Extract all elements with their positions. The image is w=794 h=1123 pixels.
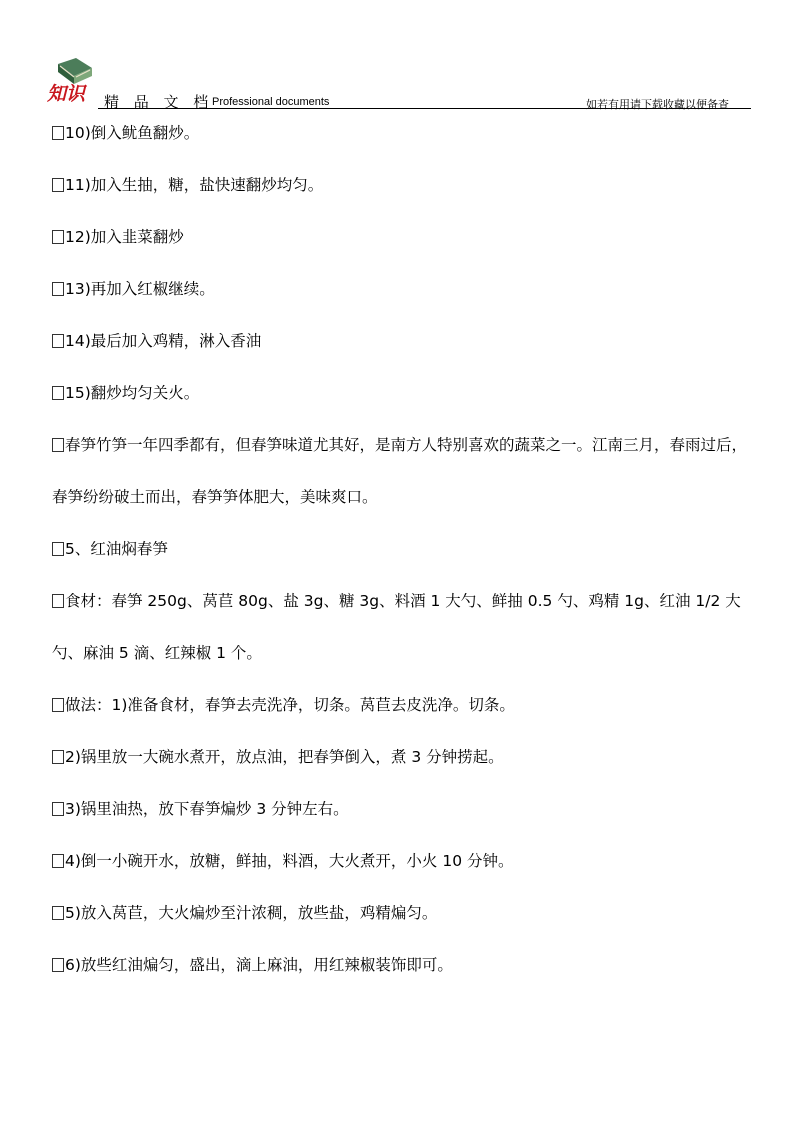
document-body	[52, 120, 762, 1004]
checkbox-glyph-icon	[52, 906, 64, 920]
checkbox-glyph-icon	[52, 802, 64, 816]
checkbox-glyph-icon	[52, 282, 64, 296]
paragraph	[52, 328, 762, 354]
header-note: 如若有用请下载收藏以便备查	[586, 98, 729, 111]
checkbox-glyph-icon	[52, 438, 64, 452]
paragraph-text: 11)加入生抽，糖，盐快速翻炒均匀。	[65, 176, 324, 194]
checkbox-glyph-icon	[52, 386, 64, 400]
paragraph	[52, 172, 762, 198]
paragraph-text: 做法：1)准备食材，春笋去壳洗净，切条。莴苣去皮洗净。切条。	[65, 696, 515, 714]
checkbox-glyph-icon	[52, 542, 64, 556]
page-header	[0, 0, 794, 112]
paragraph-text: 13)再加入红椒继续。	[65, 280, 215, 298]
paragraph	[52, 575, 762, 679]
paragraph-text: 4)倒一小碗开水，放糖，鲜抽，料酒，大火煮开，小火 10 分钟。	[65, 852, 514, 870]
paragraph	[52, 120, 762, 146]
paragraph-text: 15)翻炒均匀关火。	[65, 384, 200, 402]
paragraph	[52, 900, 762, 926]
paragraph	[52, 848, 762, 874]
paragraph	[52, 692, 762, 718]
book-logo-icon	[46, 54, 98, 106]
paragraph	[52, 744, 762, 770]
header-divider	[98, 108, 751, 109]
checkbox-glyph-icon	[52, 230, 64, 244]
paragraph-text: 6)放些红油煸匀，盛出，滴上麻油，用红辣椒装饰即可。	[65, 956, 453, 974]
section-heading	[52, 536, 762, 562]
paragraph-text: 食材：春笋 250g、莴苣 80g、盐 3g、糖 3g、料酒 1 大勺、鲜抽 0.5 勺、鸡精 1g、红油 1/2 大勺、麻油 5 滴、红辣椒 1 个。	[52, 592, 741, 662]
header-title: 精 品 文 档	[104, 93, 214, 111]
checkbox-glyph-icon	[52, 334, 64, 348]
checkbox-glyph-icon	[52, 178, 64, 192]
paragraph-text: 春笋竹笋一年四季都有，但春笋味道尤其好，是南方人特别喜欢的蔬菜之一。江南三月，春雨过后，春笋纷纷破土而出，春笋笋体肥大，美味爽口。	[52, 436, 748, 506]
paragraph-text: 14)最后加入鸡精，淋入香油	[65, 332, 262, 350]
paragraph	[52, 276, 762, 302]
paragraph-text: 3)锅里油热，放下春笋煸炒 3 分钟左右。	[65, 800, 349, 818]
header-subtitle: Professional documents	[212, 96, 330, 108]
paragraph-text: 10)倒入鱿鱼翻炒。	[65, 124, 200, 142]
checkbox-glyph-icon	[52, 698, 64, 712]
paragraph-text: 2)锅里放一大碗水煮开，放点油，把春笋倒入，煮 3 分钟捞起。	[65, 748, 504, 766]
paragraph	[52, 419, 762, 523]
checkbox-glyph-icon	[52, 594, 64, 608]
paragraph	[52, 224, 762, 250]
checkbox-glyph-icon	[52, 854, 64, 868]
paragraph-text: 12)加入韭菜翻炒	[65, 228, 184, 246]
paragraph	[52, 380, 762, 406]
paragraph-text: 5、红油焖春笋	[65, 540, 168, 558]
checkbox-glyph-icon	[52, 126, 64, 140]
paragraph	[52, 952, 762, 978]
logo-text: 知识	[47, 83, 86, 105]
checkbox-glyph-icon	[52, 750, 64, 764]
checkbox-glyph-icon	[52, 958, 64, 972]
paragraph-text: 5)放入莴苣，大火煸炒至汁浓稠，放些盐，鸡精煸匀。	[65, 904, 438, 922]
paragraph	[52, 796, 762, 822]
